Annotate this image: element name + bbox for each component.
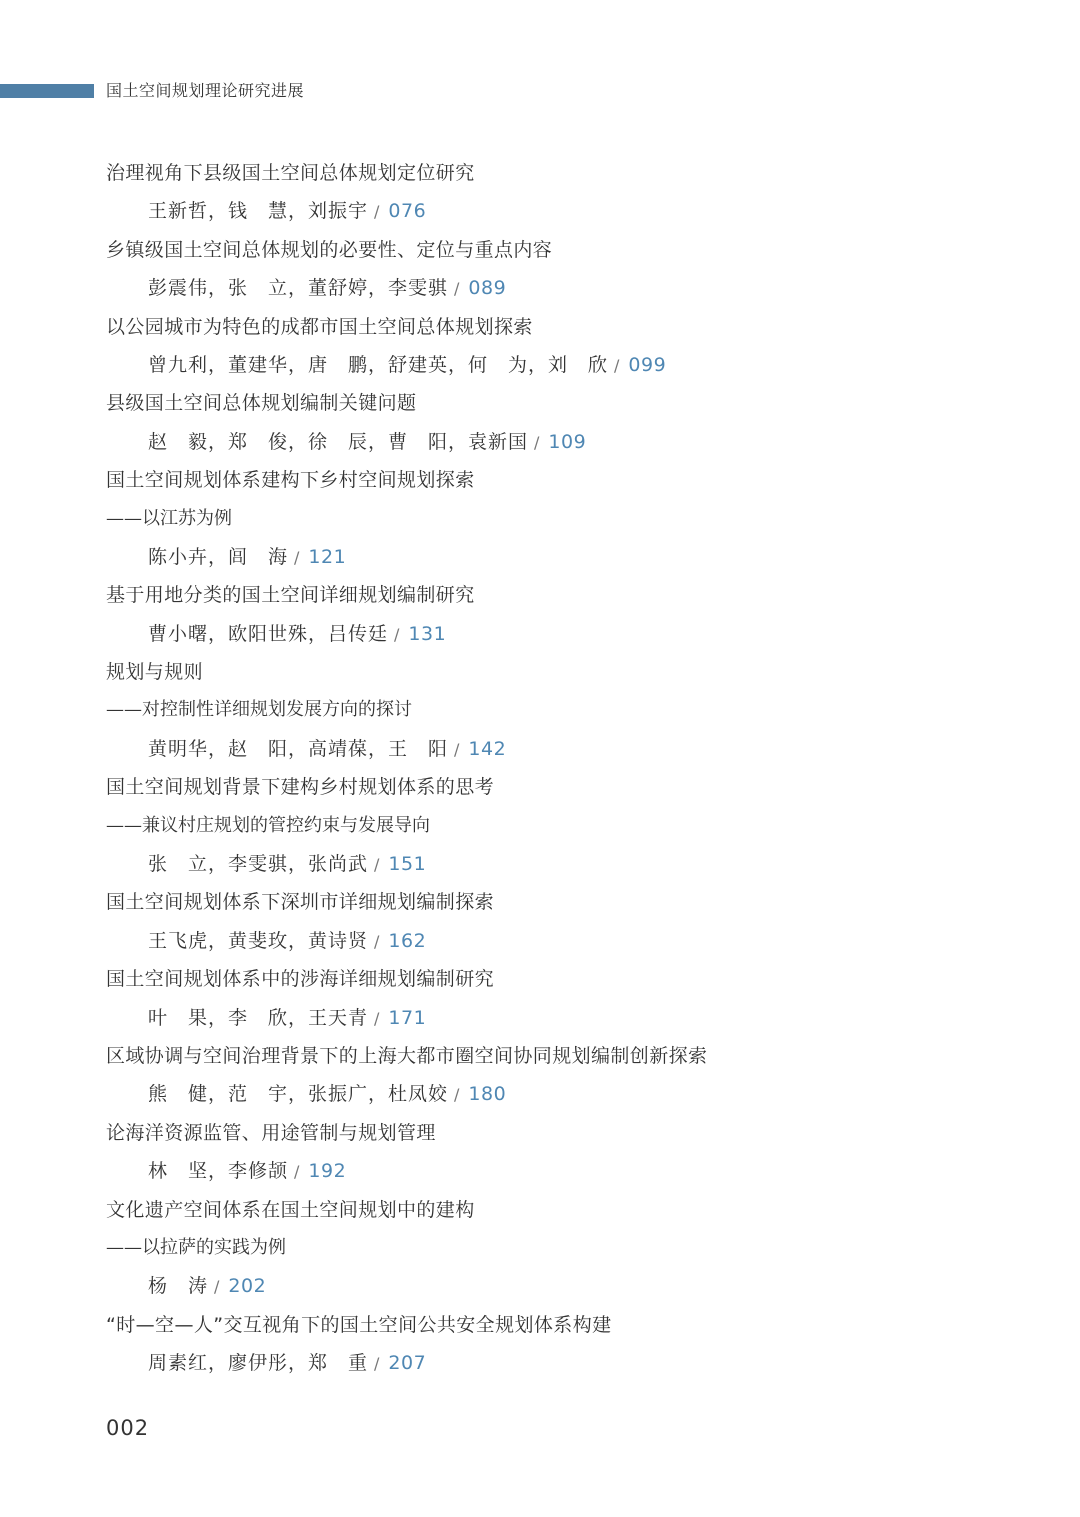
toc-entry-subtitle: ——以拉萨的实践为例 — [106, 1236, 286, 1258]
page-separator: / — [534, 432, 541, 452]
toc-entry-authors: 王飞虎，黄斐玫，黄诗贤 — [148, 929, 369, 952]
toc-entry — [0, 384, 1080, 461]
page-separator: / — [374, 1008, 381, 1028]
toc-entry-title[interactable]: 治理视角下县级国土空间总体规划定位研究 — [106, 162, 475, 184]
page-separator: / — [294, 1162, 301, 1182]
page-separator: / — [394, 624, 401, 644]
toc-entry-title[interactable]: 国土空间规划体系下深圳市详细规划编制探索 — [106, 891, 495, 914]
toc-entry — [0, 960, 1080, 1037]
toc-entry-authors: 熊 健，范 宇，张振广，杜凤姣 — [148, 1083, 449, 1106]
page-separator: / — [374, 931, 381, 951]
toc-entry — [0, 154, 1080, 231]
toc-entry-page-number[interactable]: 192 — [308, 1160, 347, 1183]
toc-entry-authors: 周素红，廖伊彤，郑 重 — [148, 1352, 369, 1375]
page-separator: / — [214, 1277, 221, 1297]
toc-entry-author-line — [0, 192, 1080, 230]
toc-entry-author-line — [0, 1152, 1080, 1190]
toc-entry-authors: 叶 果，李 欣，王天青 — [148, 1006, 369, 1029]
toc-entry-title[interactable]: 以公园城市为特色的成都市国土空间总体规划探索 — [106, 315, 533, 338]
toc-entry-author-line — [0, 346, 1080, 384]
toc-entry-title[interactable]: 论海洋资源监管、用途管制与规划管理 — [106, 1121, 436, 1144]
header-accent-bar — [0, 84, 94, 98]
toc-entry-page-number[interactable]: 121 — [308, 545, 347, 568]
toc-entry-authors: 彭震伟，张 立，董舒婷，李雯骐 — [148, 277, 449, 300]
toc-entry-author-line — [0, 1344, 1080, 1382]
toc-entry-page-number[interactable]: 180 — [468, 1083, 507, 1106]
toc-entry-title[interactable]: 国土空间规划背景下建构乡村规划体系的思考 — [106, 776, 495, 799]
toc-entry-subtitle: ——对控制性详细规划发展方向的探讨 — [106, 699, 412, 721]
toc-entry — [0, 1114, 1080, 1191]
toc-entry-title[interactable]: 乡镇级国土空间总体规划的必要性、定位与重点内容 — [106, 238, 553, 261]
toc-entry-title[interactable]: 文化遗产空间体系在国土空间规划中的建构 — [106, 1198, 475, 1221]
toc-entry-page-number[interactable]: 109 — [548, 430, 587, 453]
toc-entry — [0, 768, 1080, 883]
page-separator: / — [454, 1085, 461, 1105]
toc-entry-author-line — [0, 922, 1080, 960]
toc-entry-author-line — [0, 423, 1080, 461]
toc-entry-page-number[interactable]: 171 — [388, 1006, 427, 1029]
toc-entry — [0, 1306, 1080, 1383]
toc-entry-page-number[interactable]: 131 — [408, 622, 447, 645]
page-separator: / — [294, 547, 301, 567]
toc-entry-author-line — [0, 269, 1080, 307]
toc-entry-title[interactable]: 国土空间规划体系建构下乡村空间规划探索 — [106, 469, 475, 492]
toc-entry-authors: 赵 毅，郑 俊，徐 辰，曹 阳，袁新国 — [148, 430, 529, 453]
toc-entry — [0, 1037, 1080, 1114]
toc-entry-title[interactable]: 县级国土空间总体规划编制关键问题 — [106, 392, 417, 415]
toc-entry — [0, 576, 1080, 653]
toc-entry-page-number[interactable]: 076 — [388, 200, 427, 223]
toc-entry-authors: 王新哲，钱 慧，刘振宇 — [148, 200, 369, 223]
toc-entry-page-number[interactable]: 099 — [628, 353, 667, 376]
toc-entry-page-number[interactable]: 207 — [388, 1352, 427, 1375]
toc-entry — [0, 308, 1080, 385]
running-header: 国土空间规划理论研究进展 — [106, 81, 305, 100]
toc-entry-page-number[interactable]: 089 — [468, 277, 507, 300]
toc-entry — [0, 461, 1080, 576]
toc-entry-author-line — [0, 730, 1080, 768]
toc-entry — [0, 653, 1080, 768]
toc-entry-author-line — [0, 999, 1080, 1037]
toc-entry-title[interactable]: “时—空—人”交互视角下的国土空间公共安全规划体系构建 — [106, 1313, 612, 1336]
toc-entry — [0, 1191, 1080, 1306]
page-separator: / — [374, 855, 381, 875]
toc-entry-page-number[interactable]: 142 — [468, 737, 507, 760]
toc-entry-subtitle: ——以江苏为例 — [106, 507, 232, 529]
toc-entry-authors: 林 坚，李修颉 — [148, 1160, 289, 1183]
toc-entry-authors: 黄明华，赵 阳，高靖葆，王 阳 — [148, 737, 449, 760]
toc-entry-authors: 曾九利，董建华，唐 鹏，舒建英，何 为，刘 欣 — [148, 353, 609, 376]
toc-entry-subtitle: ——兼议村庄规划的管控约束与发展导向 — [106, 814, 430, 836]
page-separator: / — [614, 355, 621, 375]
toc-entry-author-line — [0, 538, 1080, 576]
toc-entry-author-line — [0, 615, 1080, 653]
toc-entry-authors: 杨 涛 — [148, 1275, 209, 1298]
toc-entry-author-line — [0, 1075, 1080, 1113]
toc-entry — [0, 231, 1080, 308]
toc-entry-title[interactable]: 国土空间规划体系中的涉海详细规划编制研究 — [106, 968, 495, 991]
toc-entry-authors: 张 立，李雯骐，张尚武 — [148, 853, 369, 876]
toc-entry-authors: 曹小曙，欧阳世殊，吕传廷 — [148, 622, 389, 645]
toc-entry-authors: 陈小卉，闾 海 — [148, 545, 289, 568]
table-of-contents — [0, 154, 1080, 1383]
page-separator: / — [374, 202, 381, 222]
page-separator: / — [454, 279, 461, 299]
toc-entry-title[interactable]: 规划与规则 — [106, 661, 204, 684]
toc-entry-page-number[interactable]: 202 — [228, 1275, 267, 1298]
toc-entry-page-number[interactable]: 151 — [388, 853, 427, 876]
toc-entry-author-line — [0, 1267, 1080, 1305]
toc-entry-title[interactable]: 区域协调与空间治理背景下的上海大都市圈空间协同规划编制创新探索 — [106, 1044, 708, 1067]
toc-entry — [0, 883, 1080, 960]
toc-entry-author-line — [0, 845, 1080, 883]
toc-entry-page-number[interactable]: 162 — [388, 929, 427, 952]
page-separator: / — [374, 1354, 381, 1374]
toc-entry-title[interactable]: 基于用地分类的国土空间详细规划编制研究 — [106, 584, 475, 607]
page-folio: 002 — [106, 1416, 150, 1440]
page-separator: / — [454, 739, 461, 759]
